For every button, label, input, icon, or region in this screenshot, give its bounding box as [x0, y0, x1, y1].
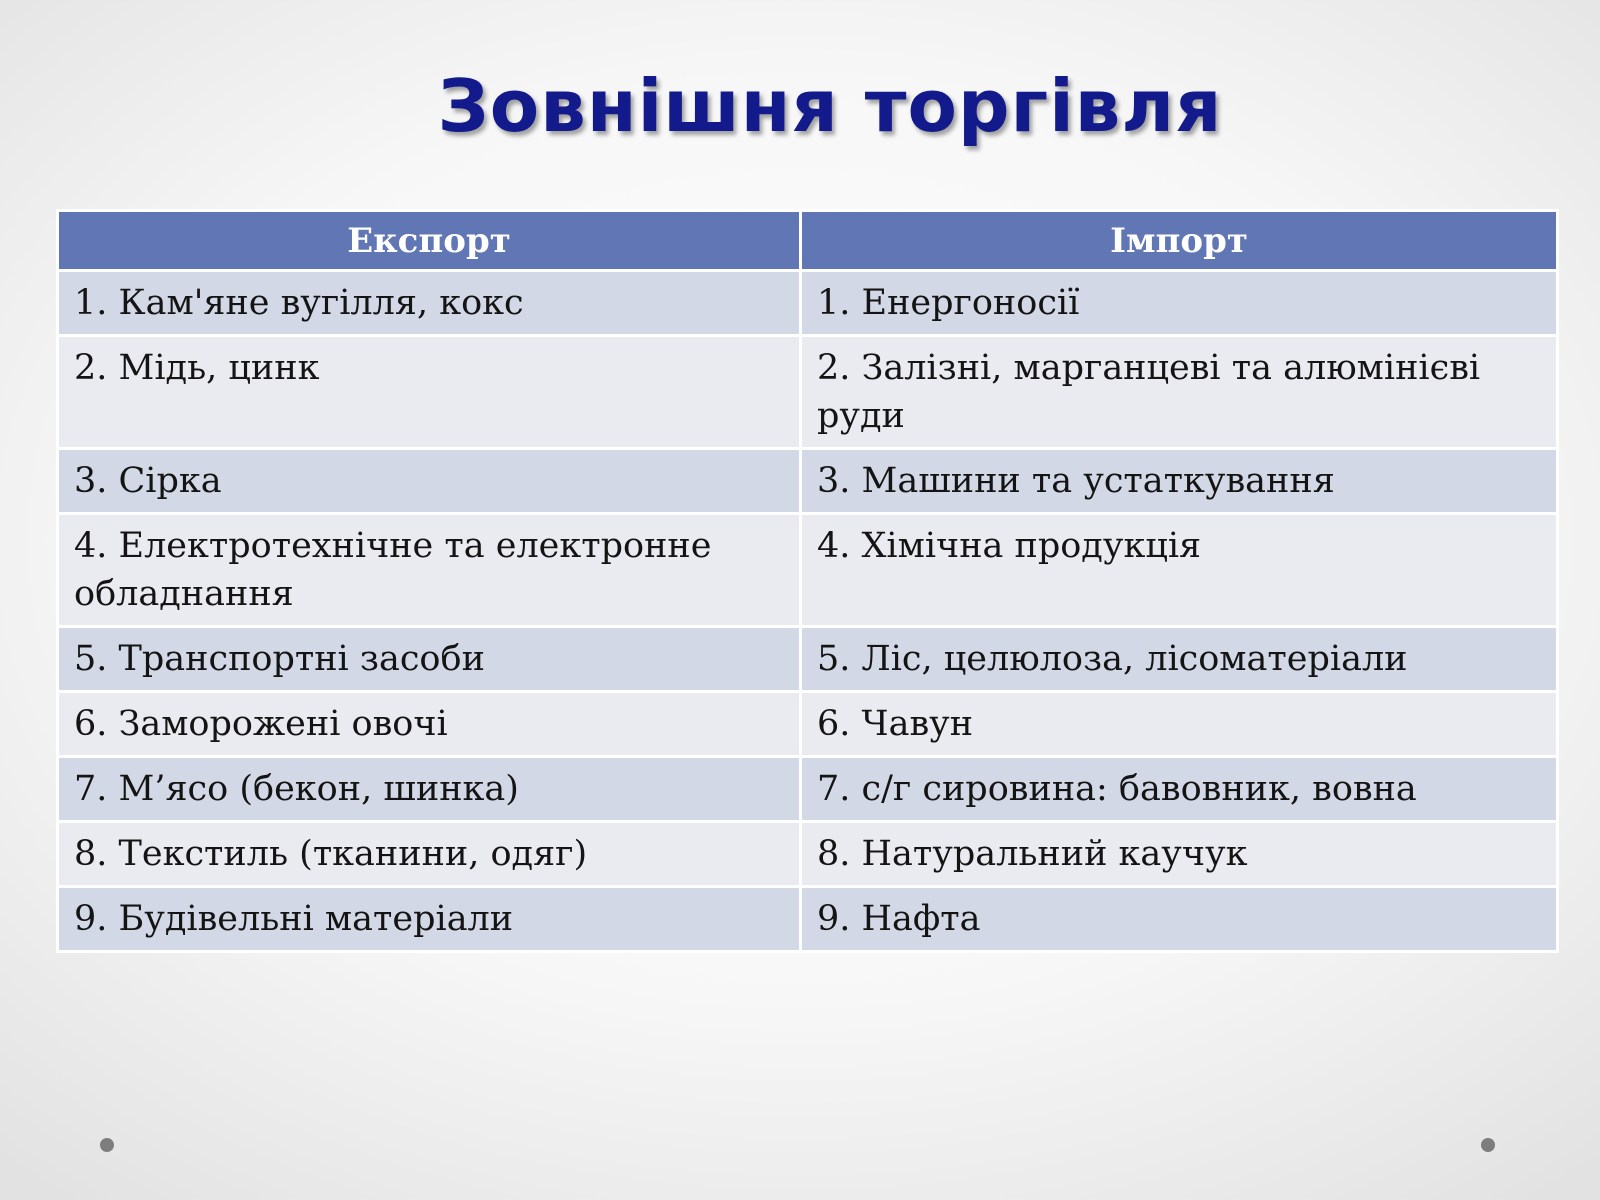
export-cell: 7. М’ясо (бекон, шинка): [58, 757, 801, 822]
import-cell: 9. Нафта: [801, 887, 1558, 952]
table-row: [58, 692, 1558, 757]
import-cell: 8. Натуральний каучук: [801, 822, 1558, 887]
header-export: Експорт: [58, 211, 801, 271]
export-cell: 8. Текстиль (тканини, одяг): [58, 822, 801, 887]
trade-table: [56, 209, 1559, 953]
table-row: [58, 757, 1558, 822]
import-cell: 5. Ліс, целюлоза, лісоматеріали: [801, 627, 1558, 692]
import-cell: 2. Залізні, марганцеві та алюмінієві руди: [801, 336, 1558, 449]
export-cell: 3. Сірка: [58, 449, 801, 514]
export-cell: 1. Кам'яне вугілля, кокс: [58, 271, 801, 336]
import-cell: 3. Машини та устаткування: [801, 449, 1558, 514]
export-cell: 5. Транспортні засоби: [58, 627, 801, 692]
slide-title: Зовнішня торгівля: [437, 64, 1223, 148]
table-row: [58, 449, 1558, 514]
import-cell: 6. Чавун: [801, 692, 1558, 757]
import-cell: 7. с/г сировина: бавовник, вовна: [801, 757, 1558, 822]
table-row: [58, 887, 1558, 952]
header-import: Імпорт: [801, 211, 1558, 271]
table-row: [58, 822, 1558, 887]
table-row: [58, 627, 1558, 692]
decorative-dot-right: [1481, 1138, 1495, 1152]
table-row: [58, 336, 1558, 449]
export-cell: 9. Будівельні матеріали: [58, 887, 801, 952]
import-cell: 4. Хімічна продукція: [801, 514, 1558, 627]
table-row: [58, 514, 1558, 627]
import-cell: 1. Енергоносії: [801, 271, 1558, 336]
table-header-row: [58, 211, 1558, 271]
export-cell: 6. Заморожені овочі: [58, 692, 801, 757]
export-cell: 4. Електротехнічне та електронне обладнання: [58, 514, 801, 627]
export-cell: 2. Мідь, цинк: [58, 336, 801, 449]
decorative-dot-left: [100, 1138, 114, 1152]
table-row: [58, 271, 1558, 336]
